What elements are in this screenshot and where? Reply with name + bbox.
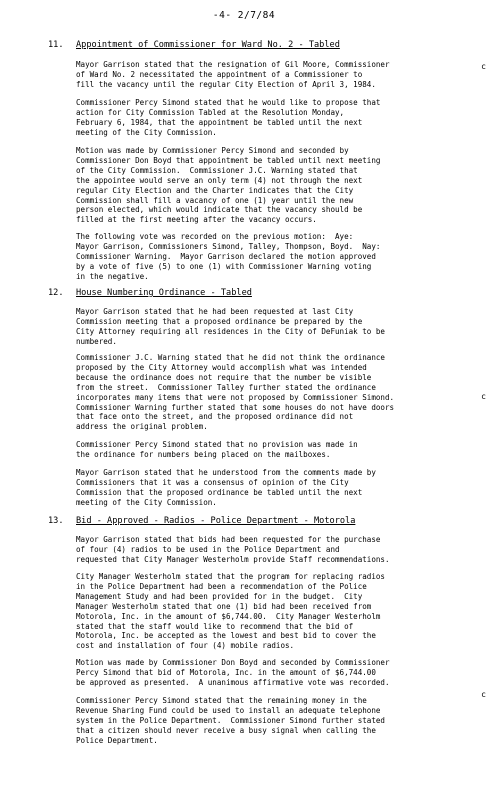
paragraph: Mayor Garrison stated that the resignation of Gil Moore, Commissioner of Ward No. 2 necessitated the appointment of a Commissioner to fill the vacancy until the regular City Election of April 3, 1984.	[76, 60, 390, 89]
paragraph: Mayor Garrison stated that he understood from the comments made by Commissioners that it was a consensus of opinion of the City Commission that the proposed ordinance be tabled until the next meeting of the City Commission.	[76, 468, 376, 507]
paragraph: Mayor Garrison stated that bids had been requested for the purchase of four (4) radios to be used in the Police Department and requested that City Manager Westerholm provide Staff recommendations.	[76, 535, 390, 564]
section-number: 11.	[48, 40, 64, 50]
section-number: 13.	[48, 516, 64, 526]
section-12-heading	[48, 288, 468, 299]
paragraph: Motion was made by Commissioner Don Boyd and seconded by Commissioner Percy Simond that bid of Motorola, Inc. in the amount of $6,744.00 be approved as presented. A unanimous affirmative vote was recorded.	[76, 658, 390, 687]
paragraph: Commissioner Percy Simond stated that no provision was made in the ordinance for numbers being placed on the mailboxes.	[76, 440, 358, 459]
paragraph: The following vote was recorded on the previous motion: Aye: Mayor Garrison, Commissioners Simond, Talley, Thompson, Boyd. Nay: Commissioner Warning. Mayor Garrison declared the motion approved by a vote of five (5) to one (1) with Commissioner Warning voting in the negative.	[76, 232, 381, 281]
paragraph: City Manager Westerholm stated that the program for replacing radios in the Police Department had been a recommendation of the Police Management Study and had been provided for in the budget. City Manager Westerholm stated that one (1) bid had been received from Motorola, Inc. in the amount of $6,744.00. City Manager Westerholm stated that the staff would like to recommend that the bid of Motorola, Inc. be accepted as the lowest and best bid to cover the cost and installation of four (4) mobile radios.	[76, 572, 385, 651]
section-title: Bid - Approved - Radios - Police Department - Motorola	[76, 516, 356, 526]
paragraph: Motion was made by Commissioner Percy Simond and seconded by Commissioner Don Boyd that appointment be tabled until next meeting of the City Commission. Commissioner J.C. Warning stated that the appointee would serve an only term (4) not through the next regular City Election and the Charter indicates that the City Commission shall fill a vacancy of one (1) year until the new person elected, which would indicate that the vacancy should be filled at the first meeting after the vacancy occurs.	[76, 146, 381, 225]
paragraph: Commissioner Percy Simond stated that the remaining money in the Revenue Sharing Fund could be used to install an adequate telephone system in the Police Department. Commissioner Simond further stated that a citizen should never receive a busy signal when calling the Police Department.	[76, 696, 385, 745]
section-number: 12.	[48, 288, 64, 298]
section-title: Appointment of Commissioner for Ward No. 2 - Tabled	[76, 40, 340, 50]
section-11-heading	[48, 40, 468, 51]
paragraph: Commissioner Percy Simond stated that he would like to propose that action for City Commission Tabled at the Resolution Monday, February 6, 1984, that the appointment be tabled until the next meeting of the City Commission.	[76, 98, 381, 137]
paragraph: Commissioner J.C. Warning stated that he did not think the ordinance proposed by the City Attorney would accomplish what was intended because the ordinance does not require that the number be visible from the street. Commissioner Talley further stated the ordinance incorporates many items that were not proposed by Commissioner Simond. Commissioner Warning further stated that some houses do not have doors that face onto the street, and the proposed ordinance did not address the original problem.	[76, 353, 395, 432]
section-title: House Numbering Ordinance - Tabled	[76, 288, 252, 298]
margin-mark: c	[481, 690, 486, 699]
page-header: -4- 2/7/84	[212, 10, 276, 21]
section-13-heading	[48, 516, 468, 527]
paragraph: Mayor Garrison stated that he had been requested at last City Commission meeting that a proposed ordinance be prepared by the City Attorney requiring all residences in the City of DeFuniak to be numbered.	[76, 307, 385, 346]
margin-mark: c	[481, 62, 486, 71]
margin-mark: c	[481, 392, 486, 401]
